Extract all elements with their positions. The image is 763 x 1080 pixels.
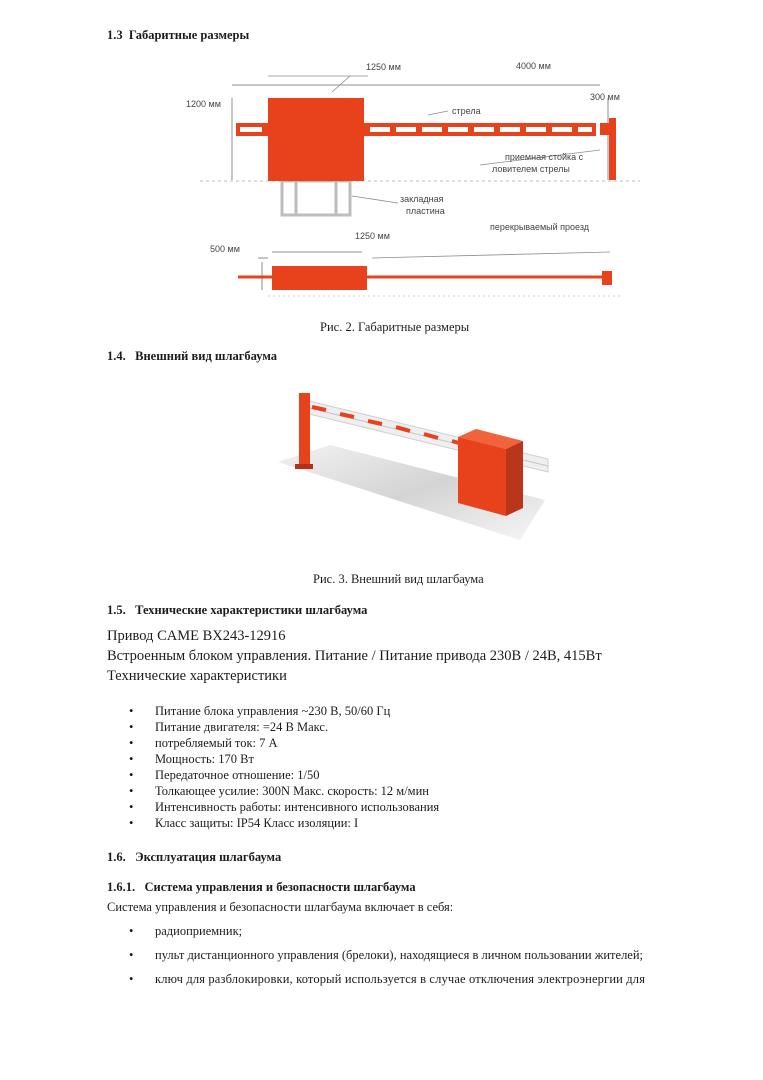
list-item: • радиоприемник;: [129, 919, 645, 943]
list-item: • Толкающее усилие: 300N Макс. скорость: 12 м/мин: [129, 783, 439, 799]
section-title: Габаритные размеры: [128, 28, 250, 42]
section-heading-1-6-1: [107, 880, 416, 895]
list-item: • потребляемый ток: 7 А: [129, 735, 439, 751]
list-item: • Класс защиты: IP54 Класс изоляции: I: [129, 815, 439, 831]
section-title: Внешний вид шлагбаума: [135, 349, 278, 363]
cabinet-side: [506, 441, 523, 516]
section-heading-1-6: [107, 850, 281, 865]
figure-3-caption: Рис. 3. Внешний вид шлагбаума: [313, 572, 484, 586]
section-number: 1.4.: [107, 349, 126, 363]
section-heading-1-5: [107, 603, 367, 618]
list-item: • Интенсивность работы: интенсивного использования: [129, 799, 439, 815]
list-item: • ключ для разблокировки, который используется в случае отключения электроэнергии для: [129, 967, 645, 991]
list-item: • пульт дистанционного управления (брелоки), находящиеся в личном пользовании жителей;: [129, 943, 645, 967]
label-plate-line1: закладная: [400, 194, 444, 204]
label-plate-line2: пластина: [406, 206, 445, 216]
label-post-line1: приемная стойка с: [505, 152, 584, 162]
label-boom: стрела: [452, 106, 481, 116]
section-number: 1.6.: [107, 850, 126, 864]
section-number: 1.6.1.: [107, 880, 136, 894]
label-1250-top: 1250 мм: [366, 62, 401, 72]
drive-model: Привод CAME BX243-12916: [107, 628, 286, 644]
list-item: • Питание двигателя: =24 В Макс.: [129, 719, 439, 735]
label-1250-bottom: 1250 мм: [355, 231, 390, 241]
list-item: • Передаточное отношение: 1/50: [129, 767, 439, 783]
receiving-post-3d: [299, 393, 310, 468]
cabinet-front: [458, 437, 506, 516]
drive-power-description: Встроенным блоком управления. Питание / Питание привода 230В / 24В, 415Вт: [107, 648, 602, 664]
post-base: [295, 464, 313, 469]
control-system-list: [129, 919, 645, 991]
section-number: 1.3: [107, 28, 123, 42]
section-title: Система управления и безопасности шлагбаума: [144, 880, 416, 894]
section-title: Технические характеристики шлагбаума: [135, 603, 368, 617]
label-1200: 1200 мм: [186, 99, 221, 109]
label-300: 300 мм: [590, 92, 620, 102]
control-system-intro: Система управления и безопасности шлагбаума включает в себя:: [107, 900, 454, 914]
section-title: Эксплуатация шлагбаума: [135, 850, 282, 864]
section-number: 1.5.: [107, 603, 126, 617]
label-post-line2: ловителем стрелы: [492, 164, 570, 174]
list-item: • Мощность: 170 Вт: [129, 751, 439, 767]
label-4000: 4000 мм: [516, 61, 551, 71]
specs-list: [129, 703, 439, 831]
specs-subheading: Технические характеристики: [107, 668, 287, 684]
list-item: • Питание блока управления ~230 В, 50/60 Гц: [129, 703, 439, 719]
label-passage: перекрываемый проезд: [490, 222, 590, 232]
specs-paragraph: [107, 626, 602, 686]
label-500: 500 мм: [210, 244, 240, 254]
figure-2-caption: Рис. 2. Габаритные размеры: [320, 320, 470, 334]
